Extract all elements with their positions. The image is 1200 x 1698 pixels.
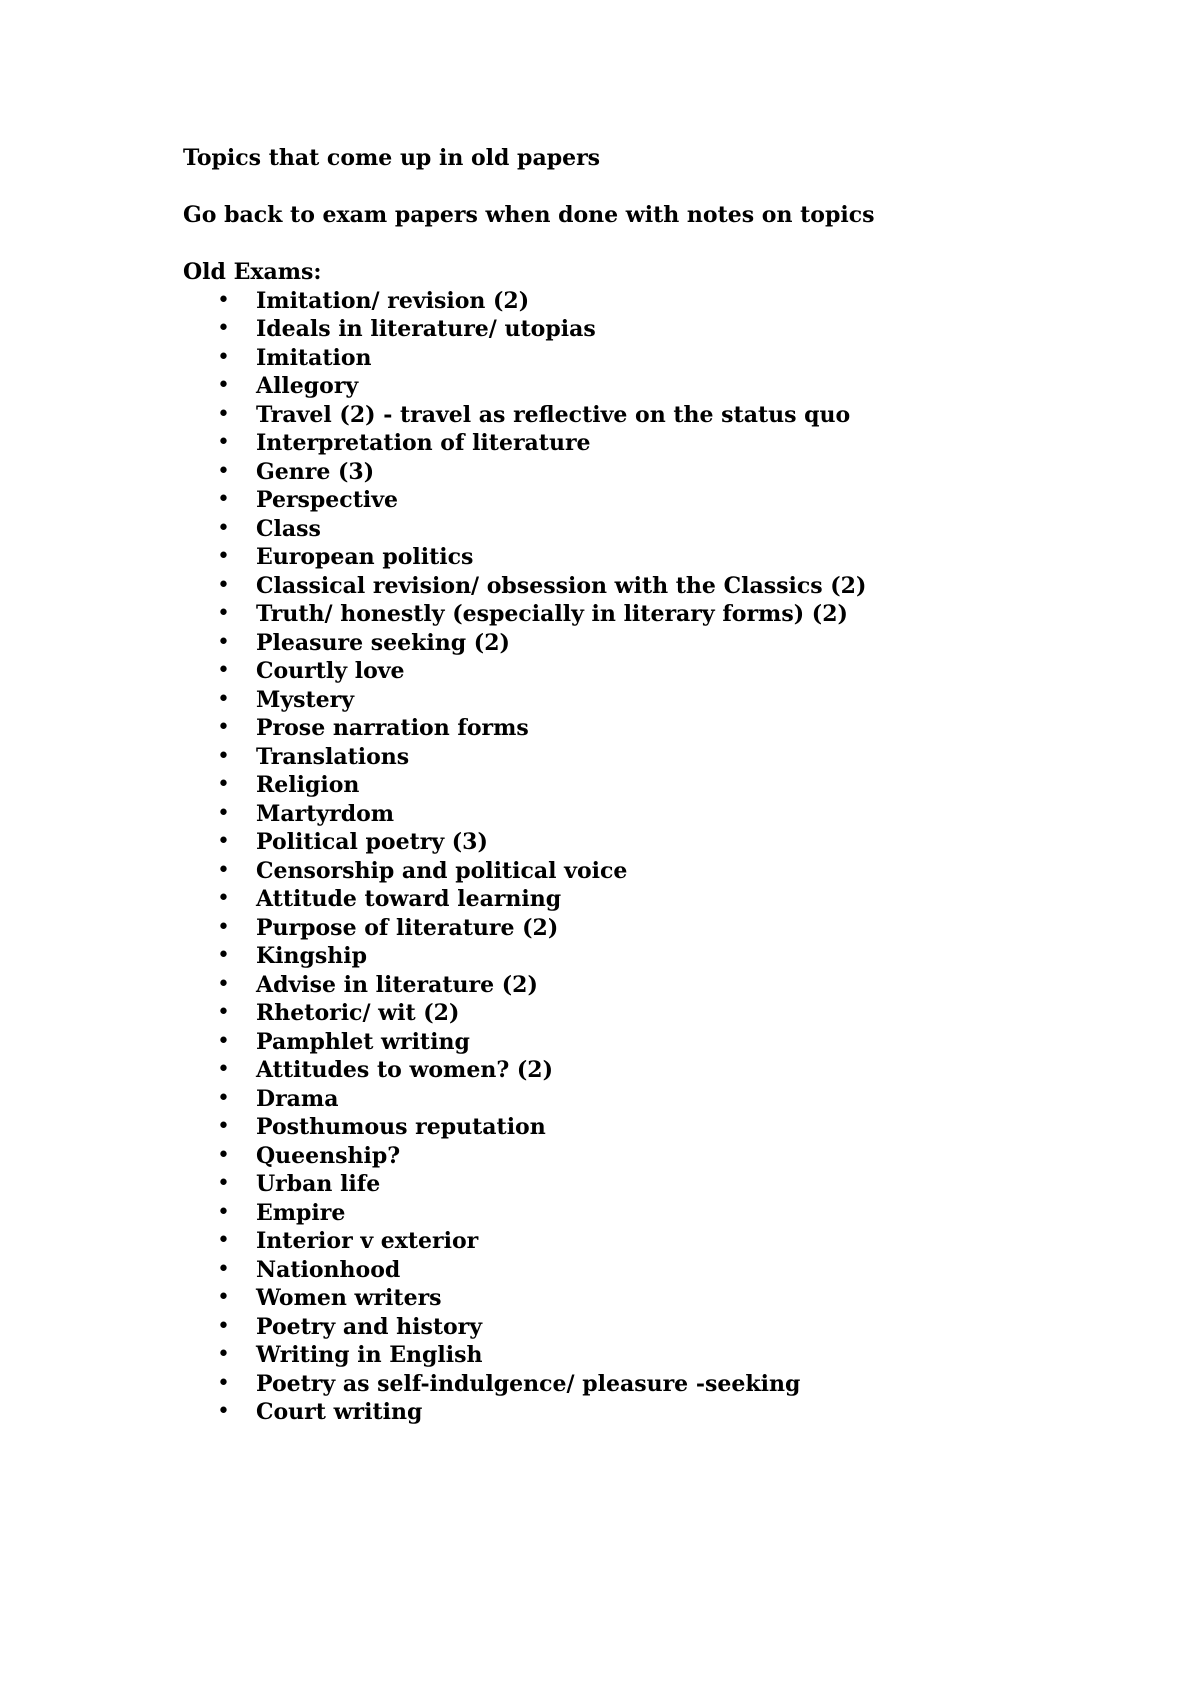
- list-item-text: Poetry as self-indulgence/ pleasure -seeking: [256, 1370, 801, 1397]
- bullet-icon: •: [217, 458, 230, 484]
- list-item: [183, 942, 1083, 971]
- list-item: [183, 515, 1083, 544]
- list-item-text: Empire: [256, 1199, 346, 1226]
- list-item-text: European politics: [256, 544, 474, 570]
- list-item-text: Drama: [256, 1085, 339, 1112]
- bullet-icon: •: [217, 829, 230, 854]
- list-item-text: Imitation/ revision (2): [256, 287, 530, 314]
- list-item-text: Martyrdom: [256, 800, 395, 827]
- list-item: [183, 1398, 1083, 1427]
- list-item: [183, 686, 1083, 715]
- bullet-icon: •: [217, 1028, 230, 1054]
- list-item: [183, 1085, 1083, 1114]
- list-item-text: Women writers: [256, 1285, 442, 1311]
- list-item-text: Nationhood: [256, 1256, 401, 1283]
- topics-note: Topics that come up in old papers: [183, 145, 601, 171]
- bullet-icon: •: [217, 1142, 230, 1168]
- bullet-icon: •: [217, 1085, 230, 1111]
- bullet-icon: •: [217, 515, 230, 541]
- list-item-text: Advise in literature (2): [256, 971, 538, 998]
- list-item: [183, 1256, 1083, 1285]
- list-item-text: Truth/ honestly (especially in literary forms) (2): [256, 601, 848, 627]
- list-item: [183, 1170, 1083, 1199]
- list-heading: Old Exams:: [183, 259, 322, 285]
- list-item: [183, 657, 1083, 686]
- list-item-text: Kingship: [256, 943, 367, 969]
- bullet-icon: •: [217, 943, 230, 968]
- bullet-icon: •: [217, 487, 230, 512]
- list-item: [183, 857, 1083, 886]
- bullet-icon: •: [217, 1171, 230, 1196]
- list-item-text: Class: [256, 515, 321, 542]
- list-item: [183, 1227, 1083, 1256]
- list-item-text: Ideals in literature/ utopias: [256, 316, 596, 342]
- list-item-text: Writing in English: [256, 1342, 483, 1368]
- paragraph-spacer: [183, 230, 1083, 259]
- list-item-text: Posthumous reputation: [256, 1114, 546, 1140]
- bullet-icon: •: [217, 1114, 230, 1139]
- list-item: [183, 401, 1083, 430]
- list-item: [183, 999, 1083, 1028]
- bullet-icon: •: [217, 658, 230, 683]
- list-item: [183, 372, 1083, 401]
- list-item: [183, 1313, 1083, 1342]
- topics-list: [183, 287, 1083, 1427]
- list-item: [183, 743, 1083, 772]
- bullet-icon: •: [217, 1057, 230, 1082]
- list-item: [183, 344, 1083, 373]
- bullet-icon: •: [217, 1313, 230, 1339]
- list-item-text: Genre (3): [256, 458, 375, 485]
- bullet-icon: •: [217, 1228, 230, 1253]
- list-item-text: Translations: [256, 743, 410, 770]
- bullet-icon: •: [217, 1000, 230, 1025]
- list-item-text: Classical revision/ obsession with the Classics (2): [256, 572, 867, 599]
- list-item-text: Attitudes to women? (2): [256, 1057, 553, 1083]
- bullet-icon: •: [217, 1256, 230, 1282]
- bullet-icon: •: [217, 316, 230, 341]
- list-item: [183, 543, 1083, 572]
- bullet-icon: •: [217, 1399, 230, 1424]
- bullet-icon: •: [217, 686, 230, 712]
- list-item: [183, 914, 1083, 943]
- list-item-text: Interior v exterior: [256, 1228, 479, 1254]
- bullet-icon: •: [217, 601, 230, 626]
- list-item-text: Courtly love: [256, 658, 405, 684]
- list-item: [183, 1284, 1083, 1313]
- bullet-icon: •: [217, 544, 230, 569]
- bullet-icon: •: [217, 1199, 230, 1225]
- document-body: [183, 144, 1083, 1427]
- bullet-icon: •: [217, 287, 230, 313]
- bullet-icon: •: [217, 715, 230, 740]
- list-item: [183, 714, 1083, 743]
- list-item: [183, 572, 1083, 601]
- reminder-note: Go back to exam papers when done with notes on topics: [183, 202, 875, 228]
- list-item-text: Urban life: [256, 1171, 381, 1197]
- bullet-icon: •: [217, 857, 230, 883]
- list-item: [183, 1056, 1083, 1085]
- list-item-text: Religion: [256, 772, 360, 798]
- list-item-text: Queenship?: [256, 1142, 401, 1169]
- bullet-icon: •: [217, 629, 230, 655]
- list-item-text: Court writing: [256, 1399, 423, 1425]
- list-item-text: Allegory: [256, 373, 359, 399]
- list-item: [183, 486, 1083, 515]
- list-item: [183, 971, 1083, 1000]
- list-item: [183, 1142, 1083, 1171]
- list-item: [183, 1341, 1083, 1370]
- list-item-text: Censorship and political voice: [256, 857, 628, 884]
- list-item: [183, 429, 1083, 458]
- list-item-text: Perspective: [256, 487, 399, 513]
- bullet-icon: •: [217, 1370, 230, 1396]
- bullet-icon: •: [217, 800, 230, 826]
- bullet-icon: •: [217, 971, 230, 997]
- bullet-icon: •: [217, 373, 230, 398]
- list-item: [183, 458, 1083, 487]
- list-item-text: Poetry and history: [256, 1313, 483, 1340]
- list-item: [183, 828, 1083, 857]
- bullet-icon: •: [217, 401, 230, 427]
- bullet-icon: •: [217, 743, 230, 769]
- list-item-text: Interpretation of literature: [256, 430, 591, 456]
- bullet-icon: •: [217, 914, 230, 940]
- bullet-icon: •: [217, 344, 230, 370]
- list-item: [183, 800, 1083, 829]
- list-item-text: Rhetoric/ wit (2): [256, 1000, 460, 1026]
- list-item: [183, 771, 1083, 800]
- list-item-text: Pamphlet writing: [256, 1028, 470, 1055]
- bullet-icon: •: [217, 1285, 230, 1310]
- list-item: [183, 315, 1083, 344]
- list-item: [183, 1028, 1083, 1057]
- list-item: [183, 600, 1083, 629]
- list-item-text: Travel (2) - travel as reflective on the status quo: [256, 401, 851, 428]
- paragraph-spacer: [183, 173, 1083, 202]
- list-item: [183, 885, 1083, 914]
- list-item-text: Political poetry (3): [256, 829, 488, 855]
- bullet-icon: •: [217, 1342, 230, 1367]
- list-item-text: Pleasure seeking (2): [256, 629, 510, 656]
- list-item: [183, 629, 1083, 658]
- list-item-text: Purpose of literature (2): [256, 914, 559, 941]
- list-item-text: Mystery: [256, 686, 355, 713]
- bullet-icon: •: [217, 572, 230, 598]
- list-item: [183, 1113, 1083, 1142]
- list-item-text: Prose narration forms: [256, 715, 529, 741]
- list-item: [183, 287, 1083, 316]
- bullet-icon: •: [217, 430, 230, 455]
- bullet-icon: •: [217, 886, 230, 911]
- list-item: [183, 1370, 1083, 1399]
- bullet-icon: •: [217, 772, 230, 797]
- list-item-text: Imitation: [256, 344, 372, 371]
- list-item: [183, 1199, 1083, 1228]
- list-item-text: Attitude toward learning: [256, 886, 562, 912]
